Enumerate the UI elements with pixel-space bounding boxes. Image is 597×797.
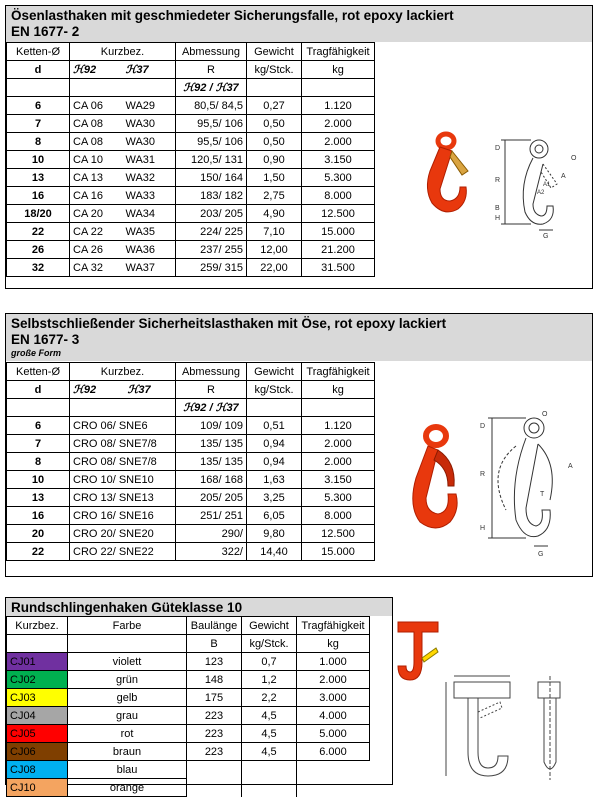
cell-load: 4.000 (297, 707, 370, 725)
cell-chain-diameter: 6 (7, 97, 70, 115)
header-dim: Abmessung (176, 43, 247, 61)
hook-eye (438, 134, 454, 148)
table-sub-row (7, 399, 375, 417)
cell-weight: 0,7 (242, 653, 297, 671)
table-row (7, 707, 370, 725)
cell-code: CJ05 (7, 725, 68, 743)
label-R: R (495, 177, 501, 184)
sub-dim: ℋ92 / ℋ37 (176, 79, 247, 97)
table-row (7, 259, 375, 277)
table-row (7, 507, 375, 525)
table-row (7, 453, 375, 471)
cell-abbr: CRO 06/ SNE6 (70, 417, 176, 435)
hook-body (427, 147, 466, 212)
label-O: O (542, 411, 548, 418)
table-row (7, 435, 375, 453)
cell-abbr-a: CA 06 (70, 97, 123, 115)
cell-weight: 4,5 (242, 707, 297, 725)
table-row (7, 471, 375, 489)
sub-dim: ℋ92 / ℋ37 (176, 399, 247, 417)
cell-abbr-b: WA31 (123, 151, 176, 169)
cell-dimension: 135/ 135 (176, 453, 247, 471)
section-round-sling-hook (5, 597, 393, 794)
cell-length (187, 779, 242, 797)
label-A: A (561, 173, 566, 180)
cell-weight: 0,90 (247, 151, 302, 169)
label-H: H (495, 215, 501, 222)
cell-load (297, 779, 370, 797)
cell-chain-diameter: 13 (7, 169, 70, 187)
label-A1: A1 (543, 182, 551, 188)
cell-load: 31.500 (302, 259, 375, 277)
header-chain: Ketten-Ø (7, 363, 70, 381)
table-row (7, 223, 375, 241)
cell-dimension: 80,5/ 84,5 (176, 97, 247, 115)
cell-code: CJ02 (7, 671, 68, 689)
cell-weight: 3,25 (247, 489, 302, 507)
section-norm: EN 1677- 3 (11, 332, 80, 347)
cell-abbr-a: CA 10 (70, 151, 123, 169)
cell-abbr-b: WA29 (123, 97, 176, 115)
cell-abbr-a: CA 16 (70, 187, 123, 205)
cell-load: 21.200 (302, 241, 375, 259)
table-row (7, 725, 370, 743)
cell-load: 3.000 (297, 689, 370, 707)
header-weight: Gewicht (247, 363, 302, 381)
cell-weight: 4,90 (247, 205, 302, 223)
cell-weight: 22,00 (247, 259, 302, 277)
cell-chain-diameter: 7 (7, 435, 70, 453)
cell-color-name: grau (68, 707, 187, 725)
cell-load: 3.150 (302, 471, 375, 489)
table-unit-row (7, 635, 370, 653)
header-color: Farbe (68, 617, 187, 635)
table-row (7, 761, 370, 779)
cell-abbr: CRO 16/ SNE16 (70, 507, 176, 525)
table-header-row (7, 617, 370, 635)
cell-color-name: rot (68, 725, 187, 743)
table-header-row (7, 363, 375, 381)
cell-dimension: 120,5/ 131 (176, 151, 247, 169)
label-A2: A2 (537, 190, 545, 196)
section-norm: EN 1677- 2 (11, 24, 80, 39)
unit-load: kg (302, 381, 375, 399)
round-sling-hook-drawing (440, 672, 590, 784)
table-row (7, 653, 370, 671)
cell-abbr-a: CA 32 (70, 259, 123, 277)
table-unit-row (7, 381, 375, 399)
cell-abbr-b: WA34 (123, 205, 176, 223)
cell-chain-diameter: 6 (7, 417, 70, 435)
cell-abbr: CRO 13/ SNE13 (70, 489, 176, 507)
cell-dimension: 95,5/ 106 (176, 115, 247, 133)
cell-abbr: CRO 08/ SNE7/8 (70, 453, 176, 471)
section-header (6, 6, 592, 42)
section-title: Rundschlingenhaken Güteklasse 10 (11, 600, 243, 615)
section-title: Selbstschließender Sicherheitslasthaken mit Öse, rot epoxy lackiert (11, 316, 447, 331)
cell-length: 175 (187, 689, 242, 707)
unit-chain: d (7, 61, 70, 79)
cell-chain-diameter: 32 (7, 259, 70, 277)
cell-abbr: CRO 20/ SNE20 (70, 525, 176, 543)
table-row (7, 241, 375, 259)
cell-load: 15.000 (302, 543, 375, 561)
cell-chain-diameter: 10 (7, 471, 70, 489)
cell-chain-diameter: 8 (7, 453, 70, 471)
cell-chain-diameter: 8 (7, 133, 70, 151)
cell-code: CJ06 (7, 743, 68, 761)
cell-code: CJ08 (7, 761, 68, 779)
cell-chain-diameter: 22 (7, 543, 70, 561)
cell-chain-diameter: 18/20 (7, 205, 70, 223)
cell-load: 2.000 (302, 435, 375, 453)
cell-load: 1.120 (302, 97, 375, 115)
safety-hook-drawing (476, 410, 586, 560)
cell-chain-diameter: 10 (7, 151, 70, 169)
cell-dimension: 135/ 135 (176, 435, 247, 453)
cell-dimension: 224/ 225 (176, 223, 247, 241)
table-row (7, 133, 375, 151)
table-row (7, 97, 375, 115)
cell-load: 5.300 (302, 489, 375, 507)
cell-chain-diameter: 22 (7, 223, 70, 241)
cell-chain-diameter: 16 (7, 187, 70, 205)
cell-weight (242, 761, 297, 779)
unit-abbr-a: ℋ92 (70, 61, 123, 79)
cell-load: 8.000 (302, 507, 375, 525)
cell-weight (242, 779, 297, 797)
cell-weight: 12,00 (247, 241, 302, 259)
table-sub-row (7, 79, 375, 97)
unit-abbr-b: ℋ37 (123, 61, 176, 79)
cell-load: 5.000 (297, 725, 370, 743)
cell-load: 1.000 (297, 653, 370, 671)
cell-load: 3.150 (302, 151, 375, 169)
cell-dimension: 205/ 205 (176, 489, 247, 507)
label-G: G (538, 551, 544, 558)
hook-eye (426, 427, 446, 445)
cell-load: 2.000 (302, 453, 375, 471)
cell-color-name: orange (68, 779, 187, 797)
label-B: B (495, 205, 500, 212)
header-dim: Abmessung (176, 363, 247, 381)
cell-weight: 0,27 (247, 97, 302, 115)
header-load: Tragfähigkeit (302, 43, 375, 61)
cell-abbr-b: WA30 (123, 133, 176, 151)
cell-color-name: braun (68, 743, 187, 761)
cell-weight: 0,94 (247, 435, 302, 453)
cell-length: 123 (187, 653, 242, 671)
cell-chain-diameter: 26 (7, 241, 70, 259)
table-row (7, 525, 375, 543)
cell-abbr-b: WA32 (123, 169, 176, 187)
cell-code: CJ10 (7, 779, 68, 797)
unit-weight: kg/Stck. (247, 61, 302, 79)
cell-dimension: 251/ 251 (176, 507, 247, 525)
unit-dim: R (176, 381, 247, 399)
cell-weight: 9,80 (247, 525, 302, 543)
cell-color-name: violett (68, 653, 187, 671)
table-row (7, 115, 375, 133)
cell-code: CJ04 (7, 707, 68, 725)
table-header-row (7, 43, 375, 61)
label-A: A (568, 463, 573, 470)
cell-dimension: 95,5/ 106 (176, 133, 247, 151)
label-O: O (571, 155, 577, 162)
label-H: H (480, 525, 486, 532)
cell-weight: 0,94 (247, 453, 302, 471)
cell-weight: 0,50 (247, 133, 302, 151)
safety-latch (450, 151, 468, 175)
self-locking-latch (434, 450, 454, 486)
table-row (7, 169, 375, 187)
cell-length: 148 (187, 671, 242, 689)
cell-abbr-a: CA 13 (70, 169, 123, 187)
label-R: R (480, 471, 486, 478)
cell-abbr: CRO 08/ SNE7/8 (70, 435, 176, 453)
cell-abbr-b: WA30 (123, 115, 176, 133)
table-unit-row (7, 61, 375, 79)
cell-abbr-a: CA 08 (70, 115, 123, 133)
table-row (7, 151, 375, 169)
cell-load: 2.000 (302, 133, 375, 151)
label-G: G (543, 233, 549, 240)
cell-dimension: 259/ 315 (176, 259, 247, 277)
unit-load: kg (297, 635, 370, 653)
cell-dimension: 109/ 109 (176, 417, 247, 435)
cell-weight: 1,63 (247, 471, 302, 489)
cell-weight: 2,75 (247, 187, 302, 205)
cell-load: 12.500 (302, 205, 375, 223)
label-D: D (495, 145, 501, 152)
cell-weight: 7,10 (247, 223, 302, 241)
unit-weight: kg/Stck. (247, 381, 302, 399)
cell-load: 1.120 (302, 417, 375, 435)
cell-dimension: 237/ 255 (176, 241, 247, 259)
cell-abbr-b: WA36 (123, 241, 176, 259)
cell-dimension: 150/ 164 (176, 169, 247, 187)
round-sling-hook-photo (392, 618, 444, 688)
label-D: D (480, 423, 486, 430)
section-header (6, 598, 392, 616)
header-abbr: Kurzbez. (7, 617, 68, 635)
section-header (6, 314, 592, 361)
eye-hook-drawing (491, 134, 586, 244)
cell-load: 6.000 (297, 743, 370, 761)
safety-hook-photo (406, 422, 464, 534)
cell-abbr-a: CA 20 (70, 205, 123, 223)
header-weight: Gewicht (247, 43, 302, 61)
cell-length: 223 (187, 725, 242, 743)
cell-weight: 2,2 (242, 689, 297, 707)
table-row (7, 743, 370, 761)
unit-abbr-b: ℋ37 (125, 381, 176, 399)
unit-dim: R (176, 61, 247, 79)
cell-load: 12.500 (302, 525, 375, 543)
cell-weight: 1,2 (242, 671, 297, 689)
cell-load: 2.000 (302, 115, 375, 133)
cell-load: 8.000 (302, 187, 375, 205)
cell-weight: 0,50 (247, 115, 302, 133)
header-abbr: Kurzbez. (70, 43, 176, 61)
header-load: Tragfähigkeit (302, 363, 375, 381)
cell-abbr-b: WA35 (123, 223, 176, 241)
header-chain: Ketten-Ø (7, 43, 70, 61)
cell-code: CJ01 (7, 653, 68, 671)
cell-code: CJ03 (7, 689, 68, 707)
eye-hook-table (6, 42, 375, 277)
cell-dimension: 290/ (176, 525, 247, 543)
round-sling-table (6, 616, 370, 797)
cell-abbr-a: CA 26 (70, 241, 123, 259)
table-row (7, 205, 375, 223)
table-row (7, 671, 370, 689)
cell-load: 2.000 (297, 671, 370, 689)
unit-weight: kg/Stck. (242, 635, 297, 653)
section-title: Ösenlasthaken mit geschmiedeter Sicherungsfalle, rot epoxy lackiert (11, 8, 454, 23)
cell-abbr-b: WA37 (123, 259, 176, 277)
cell-dimension: 168/ 168 (176, 471, 247, 489)
cell-load: 15.000 (302, 223, 375, 241)
cell-color-name: grün (68, 671, 187, 689)
cell-length: 223 (187, 743, 242, 761)
header-abbr: Kurzbez. (70, 363, 176, 381)
cell-chain-diameter: 7 (7, 115, 70, 133)
section-eye-hook (5, 5, 593, 289)
table-row (7, 543, 375, 561)
cell-abbr: CRO 10/ SNE10 (70, 471, 176, 489)
safety-hook-table (6, 362, 375, 561)
section-safety-hook (5, 313, 593, 577)
cell-weight: 4,5 (242, 743, 297, 761)
cell-load: 5.300 (302, 169, 375, 187)
cell-abbr-a: CA 08 (70, 133, 123, 151)
yellow-latch (422, 648, 438, 662)
cell-length: 223 (187, 707, 242, 725)
table-row (7, 489, 375, 507)
cell-weight: 0,51 (247, 417, 302, 435)
cell-dimension: 183/ 182 (176, 187, 247, 205)
cell-length (187, 761, 242, 779)
header-weight: Gewicht (242, 617, 297, 635)
header-load: Tragfähigkeit (297, 617, 370, 635)
unit-load: kg (302, 61, 375, 79)
cell-color-name: blau (68, 761, 187, 779)
cell-chain-diameter: 20 (7, 525, 70, 543)
cell-weight: 1,50 (247, 169, 302, 187)
cell-weight: 4,5 (242, 725, 297, 743)
cell-color-name: gelb (68, 689, 187, 707)
cell-abbr-b: WA33 (123, 187, 176, 205)
unit-chain: d (7, 381, 70, 399)
cell-abbr: CRO 22/ SNE22 (70, 543, 176, 561)
table-row (7, 689, 370, 707)
table-row (7, 779, 370, 797)
label-T: T (540, 491, 545, 498)
header-length: Baulänge (187, 617, 242, 635)
cell-weight: 6,05 (247, 507, 302, 525)
table-row (7, 417, 375, 435)
unit-length: B (187, 635, 242, 653)
cell-chain-diameter: 13 (7, 489, 70, 507)
cell-dimension: 203/ 205 (176, 205, 247, 223)
cell-weight: 14,40 (247, 543, 302, 561)
cell-abbr-a: CA 22 (70, 223, 123, 241)
cell-chain-diameter: 16 (7, 507, 70, 525)
cell-dimension: 322/ (176, 543, 247, 561)
table-row (7, 187, 375, 205)
cell-load (297, 761, 370, 779)
unit-abbr-a: ℋ92 (70, 381, 125, 399)
section-subtitle: große Form (11, 348, 62, 358)
eye-hook-photo (416, 131, 478, 219)
